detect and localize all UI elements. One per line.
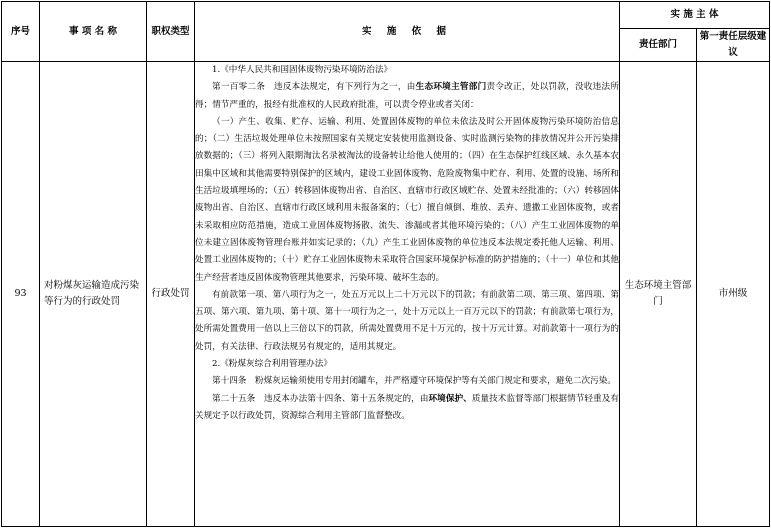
penalty-clause: 有前款第一项、第八项行为之一，处五万元以上二十万元以下的罚款；有前款第二项、第三项、第四项、第五项、第六项、第九项、第十项、第十一项行为之一，处十万元以上一百万元以下的罚款；有前款第七项行为，处所需处置费用一倍以上三倍以下的罚款，所需处置费用不足十万元的，按十万元计算。对前款第十一项行为的处罚，有关法律、行政法规另有规定的，适用其规定。 [195,289,619,352]
authority-highlight-2: 环境保护、 [428,393,472,404]
article-102-items: （一）产生、收集、贮存、运输、利用、处置固体废物的单位未依法及时公开固体废物污染环境防治信息的；（二）生活垃圾处理单位未按照国家有关规定安装使用监测设备、实时监测污染物的排放情况并公开污染排放数据的；（三）将列入限期淘汰名录被淘汰的设备转让给他人使用的；（四）在生态保护红线区域、永久基本农田集中区域和其他需要特别保护的区域内，建设工业固体废物、危险废物集中贮存、利用、处置的设施、场所和生活垃圾填埋场的；（五）转移固体废物出省、自治区、直辖市行政区域贮存、处置未经批准的；（六）转移固体废物出省、自治区、直辖市行政区域利用未报备案的；（七）擅自倾倒、堆放、丢弃、遗撒工业固体废物，或者未采取相应防范措施，造成工业固体废物扬散、流失、渗漏或者其他环境污染的；（八）产生工业固体废物的单位未建立固体废物管理台账并如实记录的；（九）产生工业固体废物的单位违反本法规定委托他人运输、利用、处置工业固体废物的；（十）贮存工业固体废物未采取符合国家环境保护标准的防护措施的；（十一）单位和其他生产经营者违反固体废物管理其他要求，污染环境、破坏生态的。 [195,116,619,283]
law1-title: 1.《中华人民共和国固体废物污染环境防治法》 [212,65,393,75]
row-dept: 生态环境主管部门 [620,62,697,527]
header-category: 职权类型 [147,2,195,62]
article-25: 第二十五条 违反本办法第十四条、第十五条规定的，由环境保护、质量技术监督等部门根据情节轻重及有关规定予以行政处罚，资源综合利用主管部门监督整改。 [195,393,619,421]
header-subject: 实 施 主 体 [620,2,770,29]
header-item-name: 事 项 名 称 [40,2,147,62]
row-level: 市州级 [697,62,770,527]
row-seq: 93 [2,62,40,527]
header-level: 第一责任层级建议 [697,29,770,62]
row-basis [195,62,620,527]
authority-table [1,1,770,527]
table-row [2,62,770,527]
article-102: 第一百零二条 违反本法规定，有下列行为之一，由生态环境主管部门责令改正，处以罚款，没收违法所得；情节严重的，报经有批准权的人民政府批准，可以责令停业或者关闭： [195,82,619,110]
authority-highlight-1: 生态环境主管部门 [415,82,487,93]
law2-title: 2.《粉煤灰综合利用管理办法》 [212,359,332,370]
header-dept: 责任部门 [620,29,697,62]
header-seq: 序号 [2,2,40,62]
header-basis: 实 施 依 据 [195,2,620,62]
article-14: 第十四条 粉煤灰运输须使用专用封闭罐车，并严格遵守环境保护等有关部门规定和要求，避免二次污染。 [212,376,616,387]
row-category: 行政处罚 [147,62,195,527]
row-item-name: 对粉煤灰运输造成污染等行为的行政处罚 [40,62,147,527]
